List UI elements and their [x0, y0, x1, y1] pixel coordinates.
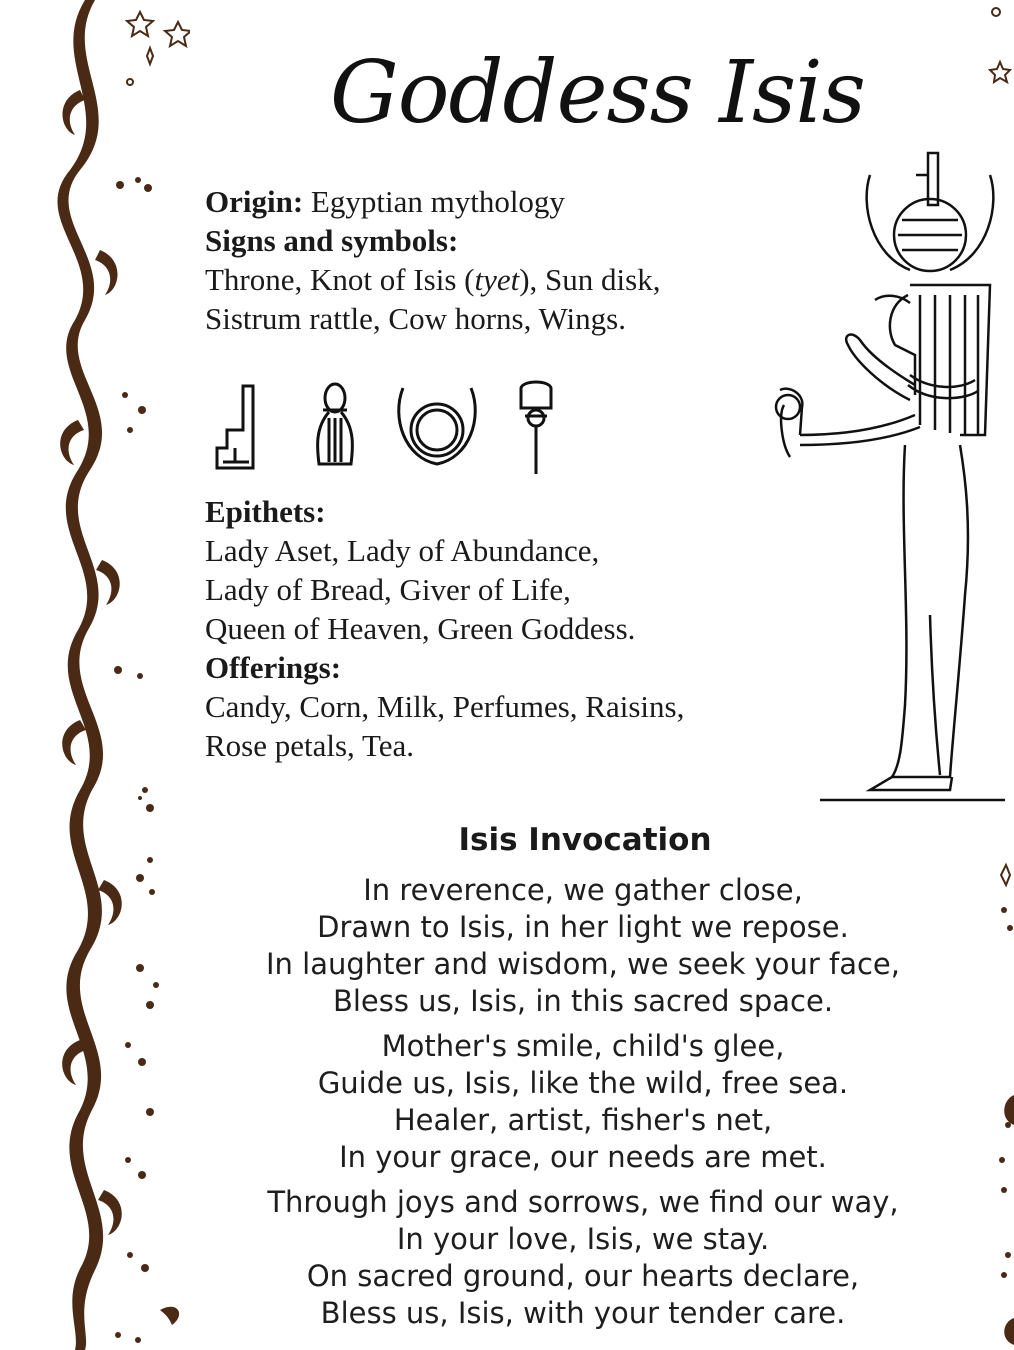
poem-line: Bless us, Isis, in this sacred space.	[332, 984, 834, 1018]
signs-label	[205, 221, 805, 260]
poem-stanza	[218, 872, 948, 1020]
isis-figure-illustration	[760, 145, 1010, 810]
poem-line: On sacred ground, our hearts declare,	[306, 1259, 860, 1293]
signs-line-1	[205, 260, 805, 299]
offerings-label-text: Offerings:	[205, 650, 342, 685]
signs-text-b: ), Sun disk,	[519, 262, 661, 297]
poem-line: Mother's smile, child's glee,	[381, 1029, 785, 1063]
origin-label: Origin:	[205, 184, 304, 219]
poem-line: In your grace, our needs are met.	[339, 1140, 827, 1174]
poem-line: In laughter and wisdom, we seek your face,	[266, 947, 900, 981]
poem-line: Through joys and sorrows, we find our way,	[267, 1185, 899, 1219]
origin-value: Egyptian mythology	[310, 184, 565, 219]
epithets-line: Queen of Heaven, Green Goddess.	[205, 611, 636, 646]
info-section	[205, 182, 805, 338]
signs-label-text: Signs and symbols:	[205, 223, 459, 258]
epithets-line: Lady of Bread, Giver of Life,	[205, 572, 571, 607]
epithets-label-text: Epithets:	[205, 494, 326, 529]
epithets-section	[205, 492, 805, 765]
throne-glyph-icon	[217, 386, 253, 468]
epithets-line: Lady Aset, Lady of Abundance,	[205, 533, 600, 568]
poem-stanza	[218, 1184, 948, 1332]
tyet-knot-icon	[318, 384, 353, 464]
poem-line: In reverence, we gather close,	[363, 873, 803, 907]
poem-stanza	[218, 1028, 948, 1176]
poem-line: Healer, artist, fisher's net,	[393, 1103, 773, 1137]
vine-border-left	[0, 0, 190, 1350]
origin-line	[205, 182, 805, 221]
sistrum-icon	[521, 382, 551, 474]
poem-line: In your love, Isis, we stay.	[396, 1222, 770, 1256]
poem-line: Drawn to Isis, in her light we repose.	[317, 910, 849, 944]
poem-line: Bless us, Isis, with your tender care.	[320, 1296, 846, 1330]
epithets-label	[205, 492, 805, 531]
horned-sun-disk-icon	[399, 388, 476, 464]
signs-text-a: Throne, Knot of Isis (	[205, 262, 475, 297]
offerings-line: Candy, Corn, Milk, Perfumes, Raisins,	[205, 689, 685, 724]
symbols-row	[205, 378, 565, 478]
signs-line-2: Sistrum rattle, Cow horns, Wings.	[205, 301, 626, 336]
signs-text-em: tyet	[474, 262, 520, 297]
offerings-line: Rose petals, Tea.	[205, 728, 415, 763]
offerings-label	[205, 648, 805, 687]
poem-line: Guide us, Isis, like the wild, free sea.	[317, 1066, 849, 1100]
page-title: Goddess Isis	[330, 43, 865, 143]
invocation-title: Isis Invocation	[458, 822, 712, 858]
invocation-poem	[218, 872, 948, 1340]
